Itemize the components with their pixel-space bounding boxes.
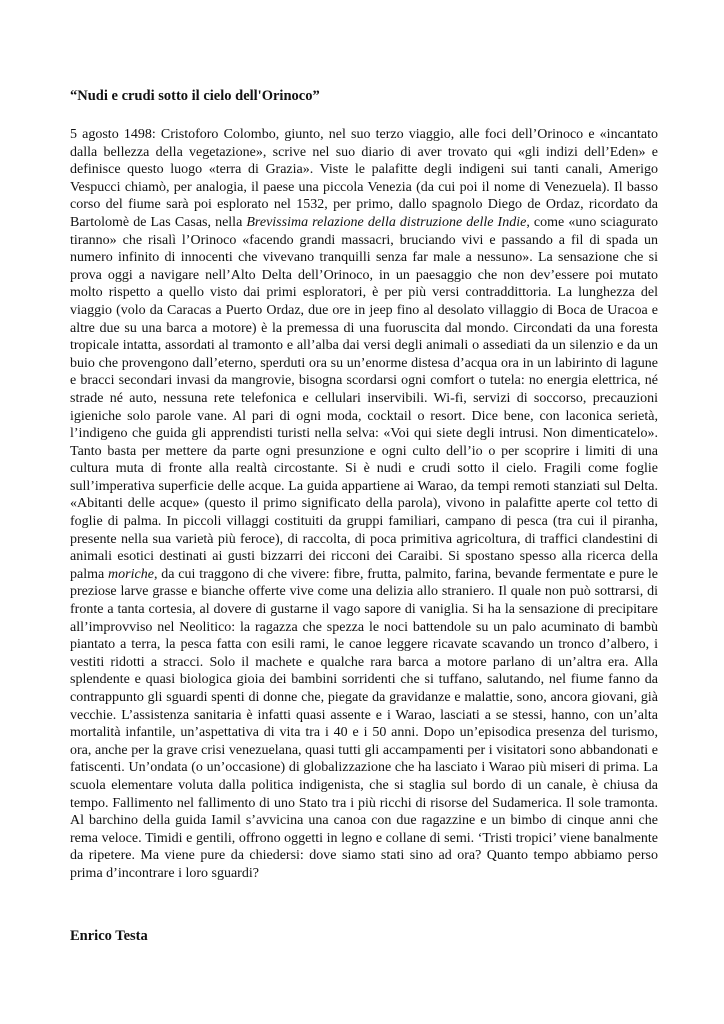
book-title-italic: Brevissima relazione della distruzione delle Indie <box>246 214 527 230</box>
article-body <box>70 126 658 883</box>
body-text-segment-2: , come «uno sciagurato tiranno» che risalì l’Orinoco «facendo grandi massacri, bruciando vivi e passando a fil di spada un numero infinito di innocenti che vivevano tranquilli senza far male a nessuno». La sensazione che si prova oggi a navigare nell’Alto Delta dell’Orinoco, in un paesaggio che non dev’essere poi mutato molto rispetto a quello visto dai primi esploratori, è per più versi contraddittoria. La lunghezza del viaggio (volo da Caracas a Puerto Ordaz, due ore in jeep fino al desolato villaggio di Boca de Uracoa e altre due su una barca a motore) è la premessa di una fuoruscita dal mondo. Circondati da una foresta tropicale intatta, assordati al tramonto e all’alba dai versi degli animali o assediati da un silenzio e da un buio che provengono dall’eterno, sperduti ora su un’enorme distesa d’acqua ora in un labirinto di lagune e bracci secondari invasi da mangrovie, bisogna scordarsi ogni comfort o tutela: no energia elettrica, né strade né auto, nessuna rete telefonica e cellulari inservibili. Wi-fi, servizi di soccorso, precauzioni igieniche solo parole vane. Al pari di ogni moda, cocktail o resort. Dice bene, con laconica serietà, l’indigeno che guida gli apprendisti turisti nella selva: «Voi qui siete degli intrusi. Non dimenticatelo». Tanto basta per mettere da parte ogni presunzione e ogni culto dell’io o per scoprire i limiti di una cultura muta di fronte alla realtà circostante. Si è nudi e crudi sotto il cielo. Fragili come foglie sull’imperativa superficie delle acque. La guida appartiene ai Warao, da tempi remoti stanziati sul Delta. «Abitanti delle acque» (questo il primo significato della parola), vivono in palafitte aperte col tetto di foglie di palma. In piccoli villaggi costituiti da gruppi familiari, campano di pesca (tra cui il piranha, presente nella sua varietà più feroce), di raccolta, di poca primitiva agricoltura, di traffici clandestini di animali esotici destinati ai gusti bizzarri dei ricconi dei Caraibi. Si spostano spesso alla ricerca della palma <box>70 214 658 582</box>
palm-name-italic: moriche <box>108 566 154 582</box>
body-text-segment-3: , da cui traggono di che vivere: fibre, frutta, palmito, farina, bevande fermentate e pure le preziose larve grasse e bianche offerte vive come una delizia allo straniero. Il quale non può sottrarsi, di fronte a tanta cortesia, al dovere di gustarne il vago sapore di vaniglia. Si ha la sensazione di precipitare all’improvviso nel Neolitico: la ragazza che spezza le noci battendole su un palo acuminato di bambù piantato a terra, la pesca fatta con esili rami, le canoe leggere ricavate scavando un tronco d’albero, i vestiti ridotti a stracci. Solo il machete e qualche rara barca a motore parlano di un’altra era. Alla splendente e quasi biologica gioia dei bambini sorridenti che si tuffano, salutando, nel fiume fanno da contrappunto gli sguardi spenti di donne che, piegate da gravidanze e malattie, sono, ancora giovani, già vecchie. L’assistenza sanitaria è infatti quasi assente e i Warao, lasciati a se stessi, hanno, con un’alta mortalità infantile, un’aspettativa di vita tra i 40 e i 50 anni. Dopo un’episodica presenza del turismo, ora, anche per la grave crisi venezuelana, quasi tutti gli accampamenti per i visitatori sono abbandonati e fatiscenti. Un’ondata (o un’occasione) di globalizzazione che ha lasciato i Warao più miseri di prima. La scuola elementare voluta dalla politica indigenista, che si staglia sul bordo di un canale, è chiusa da tempo. Fallimento nel fallimento di uno Stato tra i più ricchi di risorse del Sudamerica. Il sole tramonta. Al barchino della guida Iamil s’avvicina una canoa con due ragazzine e un bimbo di cinque anni che rema veloce. Timidi e gentili, offrono oggetti in legno e collane di semi. ‘Tristi tropici’ viene banalmente da ripetere. Ma viene pure da chiedersi: dove siamo stati sino ad ora? Quanto tempo abbiamo perso prima d’incontrare i loro sguardi? <box>70 566 658 881</box>
article-title: “Nudi e crudi sotto il cielo dell'Orinoco” <box>70 88 320 104</box>
body-text-segment-1: 5 agosto 1498: Cristoforo Colombo, giunto, nel suo terzo viaggio, alle foci dell’Orinoco e «incantato dalla bellezza della vegetazione», scrive nel suo diario di aver trovato qui «gli indizi dell’Eden» e definisce questo luogo «terra di Grazia». Viste le palafitte degli indigeni sui tanti canali, Amerigo Vespucci chiamò, per analogia, il paese una piccola Venezia (da cui poi il nome di Venezuela). Il basso corso del fiume sarà poi esplorato nel 1532, per primo, dallo spagnolo Diego de Ordaz, ricordato da Bartolomè de Las Casas, nella <box>70 127 658 230</box>
author-name: Enrico Testa <box>70 928 148 944</box>
